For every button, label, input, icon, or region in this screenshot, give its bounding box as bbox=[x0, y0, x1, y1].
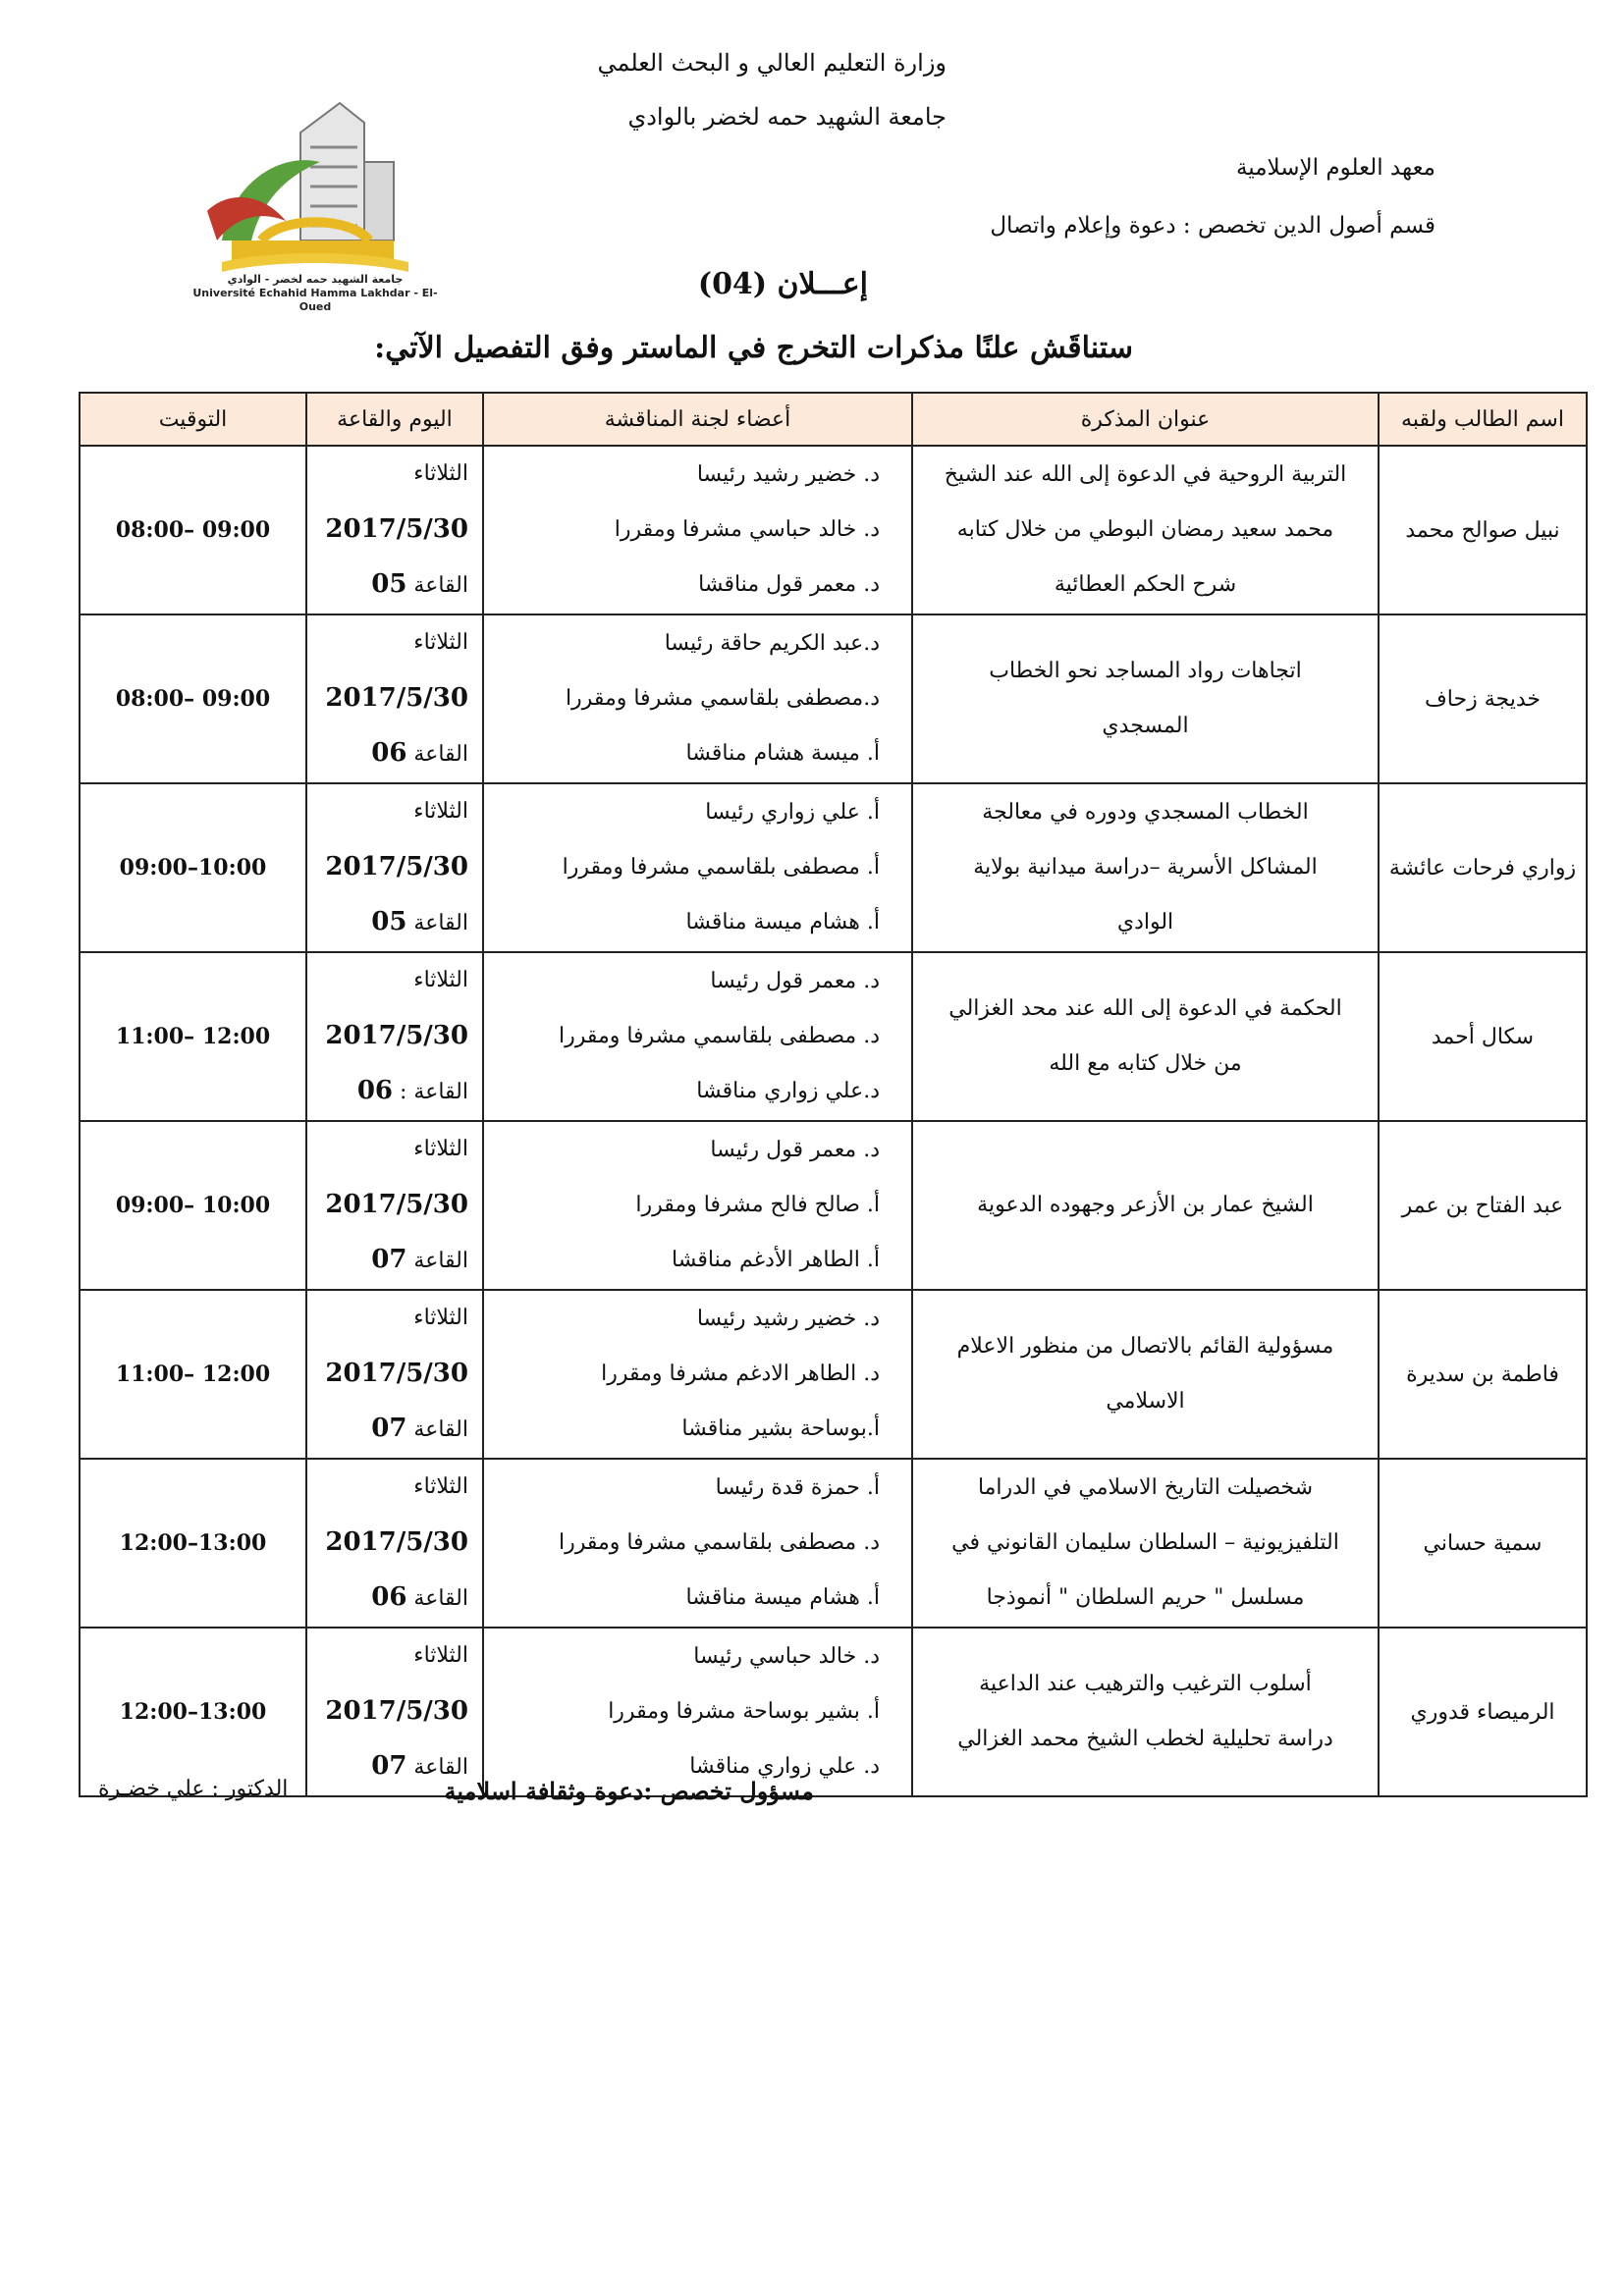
defense-date: 2017/5/30 bbox=[325, 1190, 468, 1219]
committee-cell bbox=[483, 446, 912, 614]
announcement-title: إعـــلان (04) bbox=[697, 267, 868, 301]
room-number: 06 bbox=[371, 738, 407, 768]
defense-date: 2017/5/30 bbox=[325, 1696, 468, 1726]
defense-time: 09:00–10:00 bbox=[80, 783, 306, 952]
committee-member: أ. بشير بوساحة مشرفا ومقررا bbox=[608, 1699, 880, 1724]
defense-day: الثلاثاء bbox=[413, 630, 468, 655]
student-name: الرميصاء قدوري bbox=[1410, 1699, 1555, 1725]
student-name-cell bbox=[1379, 1290, 1587, 1459]
committee-member: د. علي زواري مناقشا bbox=[689, 1754, 880, 1779]
thesis-title-line: المشاكل الأسرية –دراسة ميدانية بولاية bbox=[973, 855, 1318, 880]
room-label: القاعة bbox=[413, 742, 468, 767]
day-room-cell bbox=[306, 1628, 483, 1796]
committee-member: د.علي زواري مناقشا bbox=[696, 1079, 880, 1103]
committee-member: د. مصطفى بلقاسمي مشرفا ومقررا bbox=[558, 1024, 880, 1048]
doctor-name: الدكتور : علي خضـرة bbox=[98, 1777, 289, 1801]
committee-member: أ. ميسة هشام مناقشا bbox=[685, 741, 880, 766]
room-label: القاعة bbox=[413, 1586, 468, 1611]
header-student: اسم الطالب ولقبه bbox=[1379, 393, 1587, 446]
room-label: القاعة bbox=[413, 911, 468, 935]
thesis-title-line: التربية الروحية في الدعوة إلى الله عند الشيخ bbox=[944, 462, 1347, 487]
thesis-title-cell bbox=[912, 446, 1379, 614]
thesis-title-line: محمد سعيد رمضان البوطي من خلال كتابه bbox=[956, 517, 1334, 542]
committee-member: د. معمر قول رئيسا bbox=[710, 969, 880, 993]
department-name: قسم أصول الدين تخصص : دعوة وإعلام واتصال bbox=[990, 213, 1435, 239]
header-committee: أعضاء لجنة المناقشة bbox=[483, 393, 912, 446]
thesis-title-line: الاسلامي bbox=[1106, 1389, 1185, 1414]
defense-time: 09:00– 10:00 bbox=[80, 1121, 306, 1290]
thesis-title-line: شرح الحكم العطائية bbox=[1054, 572, 1237, 597]
student-name-cell bbox=[1379, 952, 1587, 1121]
student-name: عبد الفتاح بن عمر bbox=[1401, 1193, 1564, 1218]
logo-caption-ar: جامعة الشهيد حمه لخضر - الوادي bbox=[227, 273, 404, 286]
room-label: القاعة bbox=[413, 573, 468, 598]
thesis-title-cell bbox=[912, 614, 1379, 783]
defense-date: 2017/5/30 bbox=[325, 514, 468, 544]
university-name: جامعة الشهيد حمه لخضر بالوادي bbox=[627, 103, 947, 131]
header-time: التوقيت bbox=[80, 393, 306, 446]
defense-time: 11:00– 12:00 bbox=[80, 1290, 306, 1459]
room-number: 06 bbox=[356, 1076, 394, 1105]
room-label: القاعة bbox=[413, 1249, 468, 1273]
committee-member: د. خضير رشيد رئيسا bbox=[696, 1307, 880, 1331]
defense-day: الثلاثاء bbox=[413, 1137, 468, 1161]
day-room-cell bbox=[306, 614, 483, 783]
thesis-title-line: الشيخ عمار بن الأزعر وجهوده الدعوية bbox=[977, 1193, 1314, 1217]
table-row bbox=[80, 446, 1587, 614]
defense-room bbox=[321, 557, 468, 614]
university-logo bbox=[192, 93, 438, 299]
defense-date: 2017/5/30 bbox=[325, 852, 468, 881]
student-name-cell bbox=[1379, 783, 1587, 952]
room-number: 07 bbox=[371, 1751, 407, 1781]
committee-member: أ. هشام ميسة مناقشا bbox=[685, 1585, 880, 1610]
thesis-title-line: اتجاهات رواد المساجد نحو الخطاب bbox=[989, 659, 1302, 683]
committee-member: أ.بوساحة بشير مناقشا bbox=[681, 1416, 880, 1441]
committee-member: د.مصطفى بلقاسمي مشرفا ومقررا bbox=[565, 686, 880, 711]
day-room-cell bbox=[306, 446, 483, 614]
defense-time: 11:00– 12:00 bbox=[80, 952, 306, 1121]
thesis-title-cell bbox=[912, 1121, 1379, 1290]
table-row bbox=[80, 1459, 1587, 1628]
room-label: القاعة : bbox=[400, 1080, 468, 1104]
room-label: القاعة bbox=[413, 1417, 468, 1442]
thesis-title-line: الحكمة في الدعوة إلى الله عند محد الغزالي bbox=[948, 996, 1342, 1021]
announcement-subtitle: ستناقَش علنًا مذكرات التخرج في الماستر وفق التفصيل الآتي: bbox=[374, 331, 1133, 365]
defense-room bbox=[321, 1063, 468, 1120]
student-name: سكال أحمد bbox=[1431, 1024, 1535, 1049]
committee-member: د.عبد الكريم حاقة رئيسا bbox=[664, 631, 880, 656]
committee-member: أ. الطاهر الأدغم مناقشا bbox=[672, 1248, 880, 1272]
thesis-title-line: دراسة تحليلية لخطب الشيخ محمد الغزالي bbox=[957, 1727, 1333, 1751]
thesis-title-line: مسؤولية القائم بالاتصال من منظور الاعلام bbox=[956, 1334, 1334, 1359]
committee-member: أ. هشام ميسة مناقشا bbox=[685, 910, 880, 934]
thesis-title-cell bbox=[912, 1628, 1379, 1796]
header-title: عنوان المذكرة bbox=[912, 393, 1379, 446]
committee-member: د. معمر قول مناقشا bbox=[698, 572, 880, 597]
defense-time: 12:00–13:00 bbox=[80, 1628, 306, 1796]
student-name: نبيل صوالح محمد bbox=[1405, 517, 1560, 543]
defense-time: 08:00– 09:00 bbox=[80, 614, 306, 783]
thesis-title-cell bbox=[912, 1459, 1379, 1628]
defense-date: 2017/5/30 bbox=[325, 1021, 468, 1050]
thesis-title-line: الخطاب المسجدي ودوره في معالجة bbox=[982, 800, 1309, 825]
defense-day: الثلاثاء bbox=[413, 1643, 468, 1668]
committee-member: أ. مصطفى بلقاسمي مشرفا ومقررا bbox=[562, 855, 880, 880]
table-row bbox=[80, 952, 1587, 1121]
thesis-title-cell bbox=[912, 1290, 1379, 1459]
logo-caption bbox=[192, 273, 438, 314]
logo-caption-fr: Université Echahid Hamma Lakhdar - El-Oued bbox=[192, 287, 438, 313]
committee-member: د. خضير رشيد رئيسا bbox=[696, 462, 880, 487]
thesis-title-cell bbox=[912, 783, 1379, 952]
student-name: فاطمة بن سديرة bbox=[1406, 1362, 1559, 1387]
defense-time: 12:00–13:00 bbox=[80, 1459, 306, 1628]
committee-cell bbox=[483, 1121, 912, 1290]
table-row bbox=[80, 1628, 1587, 1796]
student-name-cell bbox=[1379, 614, 1587, 783]
committee-cell bbox=[483, 952, 912, 1121]
defense-room bbox=[321, 725, 468, 782]
table-row bbox=[80, 1290, 1587, 1459]
student-name: زواري فرحات عائشة bbox=[1388, 855, 1577, 881]
defense-room bbox=[321, 894, 468, 951]
defense-date: 2017/5/30 bbox=[325, 1527, 468, 1557]
defense-date: 2017/5/30 bbox=[325, 683, 468, 713]
defense-time: 08:00– 09:00 bbox=[80, 446, 306, 614]
day-room-cell bbox=[306, 1121, 483, 1290]
specialty-responsible: مسؤول تخصص :دعوة وثقافة اسلامية bbox=[444, 1777, 814, 1805]
committee-cell bbox=[483, 1290, 912, 1459]
day-room-cell bbox=[306, 783, 483, 952]
room-label: القاعة bbox=[413, 1755, 468, 1780]
thesis-title-line: أسلوب الترغيب والترهيب عند الداعية bbox=[979, 1672, 1312, 1696]
day-room-cell bbox=[306, 952, 483, 1121]
room-number: 06 bbox=[371, 1582, 407, 1612]
defense-day: الثلاثاء bbox=[413, 799, 468, 824]
defense-room bbox=[321, 1570, 468, 1627]
table-row bbox=[80, 1121, 1587, 1290]
day-room-cell bbox=[306, 1459, 483, 1628]
student-name-cell bbox=[1379, 446, 1587, 614]
defense-day: الثلاثاء bbox=[413, 968, 468, 992]
committee-cell bbox=[483, 614, 912, 783]
committee-member: د. مصطفى بلقاسمي مشرفا ومقررا bbox=[558, 1530, 880, 1555]
table-header-row bbox=[80, 393, 1587, 446]
thesis-title-line: من خلال كتابه مع الله bbox=[1049, 1051, 1242, 1076]
committee-member: د. خالد حباسي رئيسا bbox=[693, 1644, 880, 1669]
ministry-name: وزارة التعليم العالي و البحث العلمي bbox=[597, 49, 947, 77]
day-room-cell bbox=[306, 1290, 483, 1459]
committee-member: أ. صالح فالح مشرفا ومقررا bbox=[635, 1193, 880, 1217]
student-name-cell bbox=[1379, 1121, 1587, 1290]
committee-member: د. خالد حباسي مشرفا ومقررا bbox=[614, 517, 880, 542]
thesis-title-line: المسجدي bbox=[1102, 714, 1189, 738]
defense-day: الثلاثاء bbox=[413, 461, 468, 486]
committee-cell bbox=[483, 783, 912, 952]
table-row bbox=[80, 614, 1587, 783]
committee-member: د. معمر قول رئيسا bbox=[710, 1138, 880, 1162]
student-name: سمية حساني bbox=[1423, 1530, 1543, 1556]
committee-cell bbox=[483, 1459, 912, 1628]
committee-member: أ. علي زواري رئيسا bbox=[705, 800, 880, 825]
defense-day: الثلاثاء bbox=[413, 1306, 468, 1330]
student-name-cell bbox=[1379, 1459, 1587, 1628]
defense-room bbox=[321, 1401, 468, 1458]
thesis-title-cell bbox=[912, 952, 1379, 1121]
table-row bbox=[80, 783, 1587, 952]
committee-cell bbox=[483, 1628, 912, 1796]
defense-room bbox=[321, 1232, 468, 1289]
header-day-room: اليوم والقاعة bbox=[306, 393, 483, 446]
defense-date: 2017/5/30 bbox=[325, 1359, 468, 1388]
room-number: 05 bbox=[371, 569, 407, 599]
room-number: 07 bbox=[371, 1245, 407, 1274]
student-name-cell bbox=[1379, 1628, 1587, 1796]
thesis-title-line: مسلسل " حريم السلطان " أنموذجا bbox=[986, 1585, 1305, 1610]
institute-name: معهد العلوم الإسلامية bbox=[1235, 155, 1435, 181]
student-name: خديجة زحاف bbox=[1425, 686, 1541, 712]
committee-member: أ. حمزة قدة رئيسا bbox=[715, 1475, 880, 1500]
thesis-title-line: الوادي bbox=[1116, 910, 1174, 934]
committee-member: د. الطاهر الادغم مشرفا ومقررا bbox=[601, 1362, 880, 1386]
thesis-title-line: التلفيزيونية – السلطان سليمان القانوني في bbox=[951, 1530, 1339, 1555]
defense-schedule-table bbox=[79, 392, 1588, 1797]
thesis-title-line: شخصيلت التاريخ الاسلامي في الدراما bbox=[977, 1475, 1314, 1500]
room-number: 05 bbox=[371, 907, 407, 936]
defense-day: الثلاثاء bbox=[413, 1474, 468, 1499]
room-number: 07 bbox=[371, 1414, 407, 1443]
